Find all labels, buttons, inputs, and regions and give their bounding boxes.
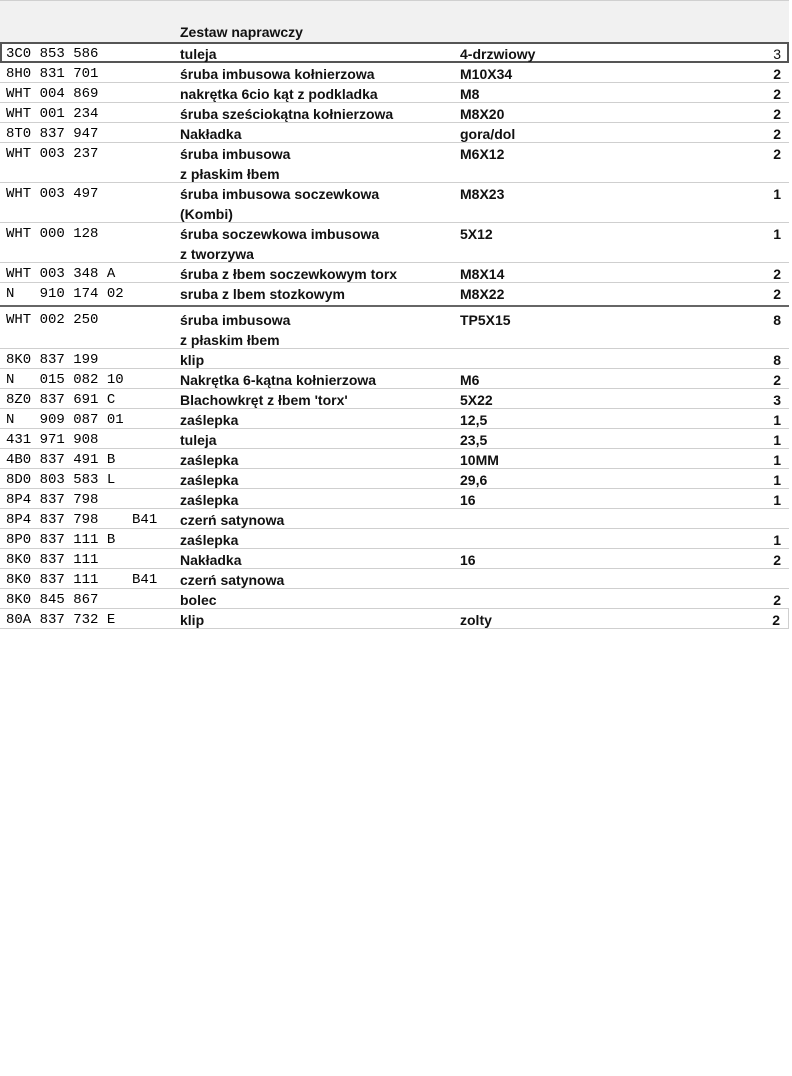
part-spec: M8X23 (460, 186, 505, 202)
part-quantity: 2 (773, 106, 781, 122)
part-description-line2: (Kombi) (180, 206, 233, 222)
part-description: zaślepka (180, 492, 239, 508)
part-quantity: 3 (773, 46, 781, 62)
table-row[interactable] (0, 83, 789, 103)
part-description: Nakrętka 6-kątna kołnierzowa (180, 372, 377, 388)
part-number: 8K0 837 111 B41 (6, 572, 158, 588)
table-row[interactable] (0, 369, 789, 389)
part-description: śruba imbusowa (180, 146, 291, 162)
part-description: tuleja (180, 46, 217, 62)
table-row[interactable] (0, 389, 789, 409)
part-spec: 5X12 (460, 226, 493, 242)
table-row[interactable] (0, 489, 789, 509)
part-number: 8D0 803 583 L (6, 472, 116, 488)
part-spec: M8X14 (460, 266, 505, 282)
table-row[interactable] (0, 143, 789, 183)
part-description: śruba imbusowa kołnierzowa (180, 66, 375, 82)
part-description: czerń satynowa (180, 572, 285, 588)
part-number: WHT 003 348 A (6, 266, 116, 282)
table-row[interactable] (0, 263, 789, 283)
group-title: Zestaw naprawczy (180, 24, 303, 40)
part-spec: M8X20 (460, 106, 505, 122)
part-number: 8P4 837 798 (6, 492, 99, 508)
part-description: tuleja (180, 432, 217, 448)
part-quantity: 2 (773, 146, 781, 162)
table-row[interactable] (0, 469, 789, 489)
part-number: 8H0 831 701 (6, 66, 99, 82)
parts-table (0, 42, 789, 629)
part-spec: 29,6 (460, 472, 488, 488)
part-description-line2: z płaskim łbem (180, 332, 280, 348)
part-description: Nakładka (180, 552, 242, 568)
part-quantity: 1 (773, 532, 781, 548)
part-quantity: 1 (773, 412, 781, 428)
table-row[interactable] (0, 103, 789, 123)
part-spec: M10X34 (460, 66, 513, 82)
part-quantity: 2 (773, 372, 781, 388)
part-number: N 910 174 02 (6, 286, 124, 302)
part-description: czerń satynowa (180, 512, 285, 528)
part-description: śruba imbusowa soczewkowa (180, 186, 380, 202)
part-description: zaślepka (180, 412, 239, 428)
table-row[interactable] (0, 349, 789, 369)
part-description-line2: z tworzywa (180, 246, 254, 262)
part-quantity: 1 (773, 492, 781, 508)
table-row[interactable] (0, 569, 789, 589)
part-quantity: 8 (773, 352, 781, 368)
table-row[interactable] (0, 183, 789, 223)
part-number: 8K0 845 867 (6, 592, 99, 608)
part-description: śruba imbusowa (180, 312, 291, 328)
part-spec: M8X22 (460, 286, 505, 302)
part-quantity: 2 (773, 266, 781, 282)
part-spec: 4-drzwiowy (460, 46, 536, 62)
part-description: klip (180, 612, 205, 628)
part-number: N 015 082 10 (6, 372, 124, 388)
table-row-selected[interactable] (0, 42, 789, 63)
table-row[interactable] (0, 449, 789, 469)
table-row[interactable] (0, 589, 789, 609)
part-description: klip (180, 352, 205, 368)
part-description-line2: z płaskim łbem (180, 166, 280, 182)
part-spec: 5X22 (460, 392, 493, 408)
table-row[interactable] (0, 63, 789, 83)
part-number: 8Z0 837 691 C (6, 392, 116, 408)
part-description: Blachowkręt z łbem 'torx' (180, 392, 348, 408)
part-number: 8P4 837 798 B41 (6, 512, 158, 528)
part-number: WHT 004 869 (6, 86, 99, 102)
part-number: WHT 002 250 (6, 312, 99, 328)
part-spec: M6 (460, 372, 480, 388)
part-quantity: 1 (773, 186, 781, 202)
part-number: 3C0 853 586 (6, 46, 99, 62)
part-quantity: 2 (773, 86, 781, 102)
part-number: 431 971 908 (6, 432, 99, 448)
part-description: śruba z łbem soczewkowym torx (180, 266, 398, 282)
part-quantity: 2 (772, 612, 780, 628)
header-band (0, 0, 789, 43)
part-quantity: 1 (773, 472, 781, 488)
part-spec: M6X12 (460, 146, 505, 162)
part-number: 4B0 837 491 B (6, 452, 116, 468)
part-number: 80A 837 732 E (6, 612, 116, 628)
part-quantity: 1 (773, 452, 781, 468)
table-row[interactable] (0, 429, 789, 449)
part-spec: 10MM (460, 452, 499, 468)
part-quantity: 2 (773, 66, 781, 82)
part-number: WHT 001 234 (6, 106, 99, 122)
part-number: 8P0 837 111 B (6, 532, 116, 548)
table-row[interactable] (0, 509, 789, 529)
part-description: nakrętka 6cio kąt z podkladka (180, 86, 378, 102)
part-description: śruba soczewkowa imbusowa (180, 226, 380, 242)
part-number: 8T0 837 947 (6, 126, 99, 142)
table-row[interactable] (0, 609, 789, 629)
part-description: zaślepka (180, 532, 239, 548)
part-spec: 23,5 (460, 432, 488, 448)
part-quantity: 2 (773, 592, 781, 608)
part-description: zaślepka (180, 452, 239, 468)
part-quantity: 2 (773, 126, 781, 142)
part-description: Nakładka (180, 126, 242, 142)
table-row[interactable] (0, 549, 789, 569)
table-row[interactable] (0, 409, 789, 429)
part-spec: 16 (460, 492, 476, 508)
part-spec: 12,5 (460, 412, 488, 428)
part-description: zaślepka (180, 472, 239, 488)
table-row[interactable] (0, 283, 789, 307)
table-row[interactable] (0, 529, 789, 549)
part-spec: gora/dol (460, 126, 516, 142)
part-spec: M8 (460, 86, 480, 102)
part-description: sruba z lbem stozkowym (180, 286, 345, 302)
part-quantity: 1 (773, 226, 781, 242)
table-row[interactable] (0, 223, 789, 263)
part-quantity: 3 (773, 392, 781, 408)
part-quantity: 1 (773, 432, 781, 448)
table-row[interactable] (0, 123, 789, 143)
part-number: WHT 000 128 (6, 226, 99, 242)
part-spec: zolty (460, 612, 492, 628)
part-spec: TP5X15 (460, 312, 511, 328)
part-number: WHT 003 237 (6, 146, 99, 162)
part-number: 8K0 837 199 (6, 352, 99, 368)
part-description: śruba sześciokątna kołnierzowa (180, 106, 394, 122)
part-quantity: 8 (773, 312, 781, 328)
part-description: bolec (180, 592, 217, 608)
part-quantity: 2 (773, 286, 781, 302)
table-row[interactable] (0, 307, 789, 349)
part-spec: 16 (460, 552, 476, 568)
part-number: N 909 087 01 (6, 412, 124, 428)
part-quantity: 2 (773, 552, 781, 568)
part-number: 8K0 837 111 (6, 552, 99, 568)
part-number: WHT 003 497 (6, 186, 99, 202)
